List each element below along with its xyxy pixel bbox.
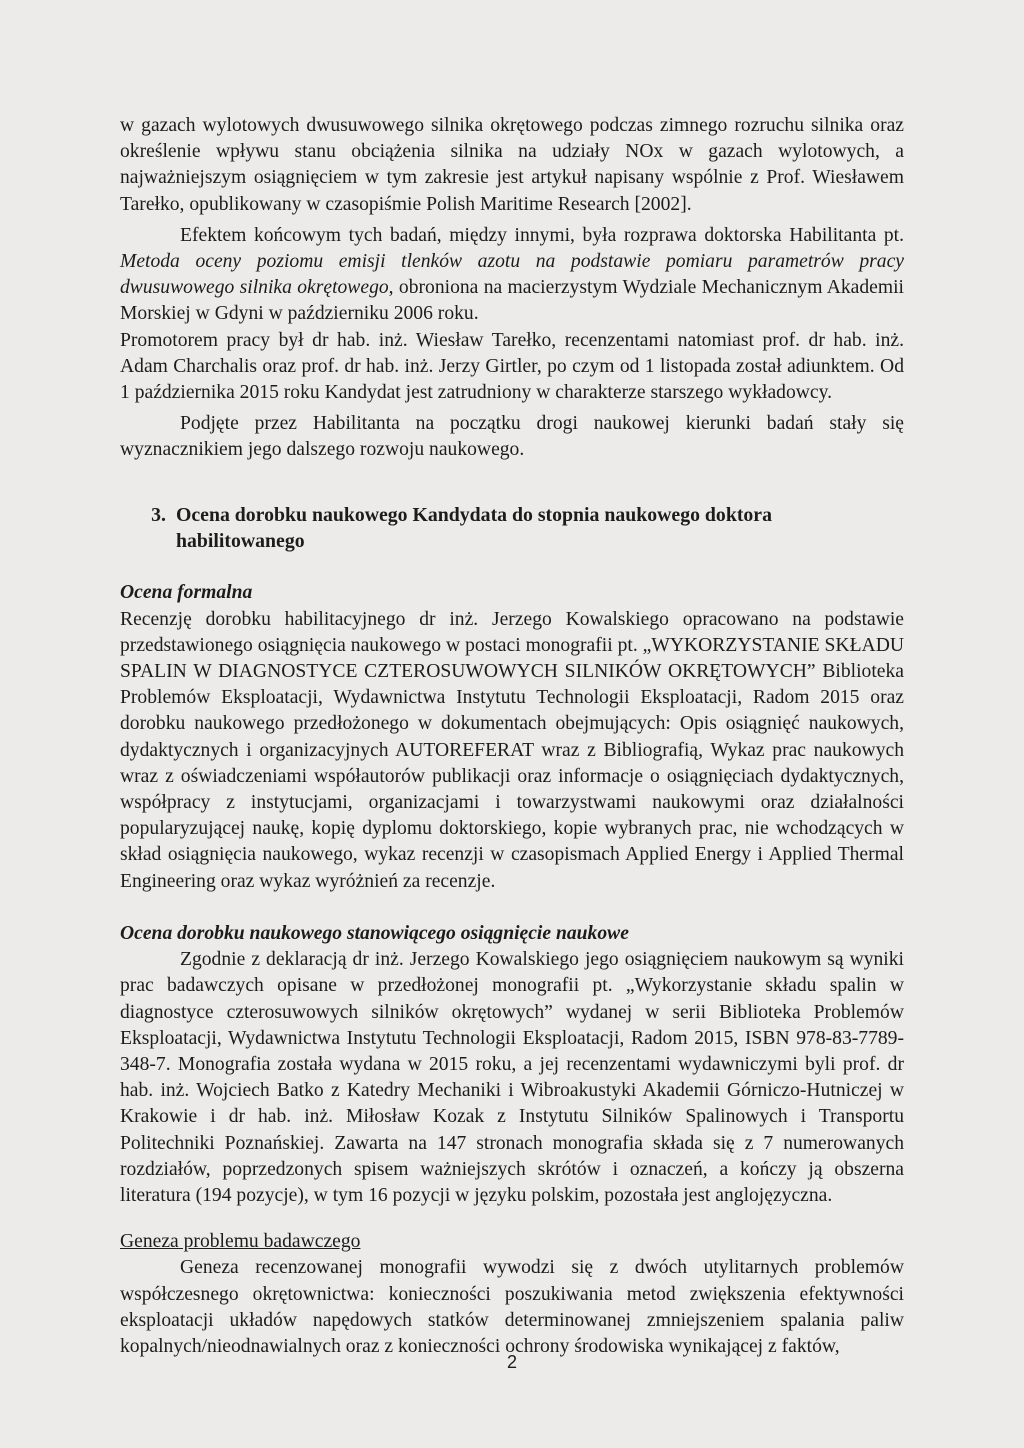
section-3-heading: [120, 502, 904, 555]
paragraph-problem-genesis: Geneza recenzowanej monografii wywodzi się z dwóch utylitarnych problemów współczesnego okrętownictwa: konieczności poszukiwania metod zwiększenia efektywności eksploatacji układów napędowych statków determinowanej zmniejszeniem spalania paliw kopalnych/nieodnawialnych oraz z konieczności ochrony środowiska wynikającej z faktów,: [120, 1257, 904, 1357]
thesis-text-before: Efektem końcowym tych badań, między innymi, była rozprawa doktorska Habilitanta pt.: [180, 224, 904, 246]
paragraph-supervisor: Promotorem pracy był dr hab. inż. Wiesław Tarełko, recenzentami natomiast prof. dr hab. inż. Adam Charchalis oraz prof. dr hab. inż. Jerzy Girtler, po czym od 1 listopada został adiunktem. Od 1 października 2015 roku Kandydat jest zatrudniony w charakterze starszego wykładowcy.: [120, 329, 904, 404]
section-title: Ocena dorobku naukowego Kandydata do stopnia naukowego doktora habilitowanego: [176, 503, 772, 553]
subheading-formal-assessment: Ocena formalna: [120, 582, 253, 604]
page-content: [120, 113, 904, 1360]
paragraph-emissions-research: w gazach wylotowych dwusuwowego silnika okrętowego podczas zimnego rozruchu silnika oraz określenie wpływu stanu obciążenia silnika na udziały NOx w gazach wylotowych, a najważniejszym osiągnięciem w tym zakresie jest artykuł napisany wspólnie z Prof. Wiesławem Tarełko, opublikowany w czasopiśmie Polish Maritime Research [2002].: [120, 115, 904, 215]
page-number: 2: [506, 1352, 517, 1372]
paragraph-formal-assessment: Recenzję dorobku habilitacyjnego dr inż. Jerzego Kowalskiego opracowano na podstawie przedstawionego osiągnięcia naukowego w postaci monografii pt. „WYKORZYSTANIE SKŁADU SPALIN W DIAGNOSTYCE CZTEROSUWOWYCH SILNIKÓW OKRĘTOWYCH” Biblioteka Problemów Eksploatacji, Wydawnictwa Instytutu Technologii Eksploatacji, Radom 2015 oraz dorobku naukowego przedłożonego w dokumentach obejmujących: Opis osiągnięć naukowych, dydaktycznych i organizacyjnych AUTOREFERAT wraz z Bibliografią, Wykaz prac naukowych wraz z oświadczeniami współautorów publikacji oraz informacje o osiągnięciach dydaktycznych, współpracy z instytucjami, organizacjami i towarzystwami naukowymi oraz działalności popularyzującej naukę, kopię dyplomu doktorskiego, kopie wybranych prac, nie wchodzących w skład osiągnięcia naukowego, wykaz recenzji w czasopismach Applied Energy i Applied Thermal Engineering oraz wykaz wyróżnień za recenzje.: [120, 608, 904, 892]
section-number: 3.: [151, 503, 166, 526]
paragraph-research-directions: Podjęte przez Habilitanta na początku drogi naukowej kierunki badań stały się wyznacznikiem jego dalszego rozwoju naukowego.: [120, 413, 904, 461]
paragraph-doctoral-thesis: [120, 223, 904, 328]
subheading-achievement-assessment: Ocena dorobku naukowego stanowiącego osiągnięcie naukowe: [120, 922, 629, 944]
subheading-problem-genesis: Geneza problemu badawczego: [120, 1231, 361, 1253]
thesis-text-after: , obroniona na macierzystym Wydziale Mechanicznym Akademii Morskiej w Gdyni w październiku 2006 roku.: [120, 277, 904, 325]
thesis-title: Metoda oceny poziomu emisji tlenków azotu na podstawie pomiaru parametrów pracy dwusuwowego silnika okrętowego: [120, 251, 904, 299]
paragraph-achievement-assessment: Zgodnie z deklaracją dr inż. Jerzego Kowalskiego jego osiągnięciem naukowym są wyniki prac badawczych opisane w przedłożonej monografii pt. „Wykorzystanie składu spalin w diagnostyce czterosuwowych silników okrętowych” wydanej w serii Biblioteka Problemów Eksploatacji, Wydawnictwa Instytutu Technologii Eksploatacji, Radom 2015, ISBN 978-83-7789-348-7. Monografia została wydana w 2015 roku, a jej recenzentami wydawniczymi byli prof. dr hab. inż. Wojciech Batko z Katedry Mechaniki i Wibroakustyki Akademii Górniczo-Hutniczej w Krakowie i dr hab. inż. Miłosław Kozak z Instytutu Silników Spalinowych i Transportu Politechniki Poznańskiej. Zawarta na 147 stronach monografia składa się z 7 numerowanych rozdziałów, poprzedzonych spisem ważniejszych skrótów i oznaczeń, a kończy ją obszerna literatura (194 pozycje), w tym 16 pozycji w języku polskim, pozostała jest anglojęzyczna.: [120, 949, 904, 1206]
